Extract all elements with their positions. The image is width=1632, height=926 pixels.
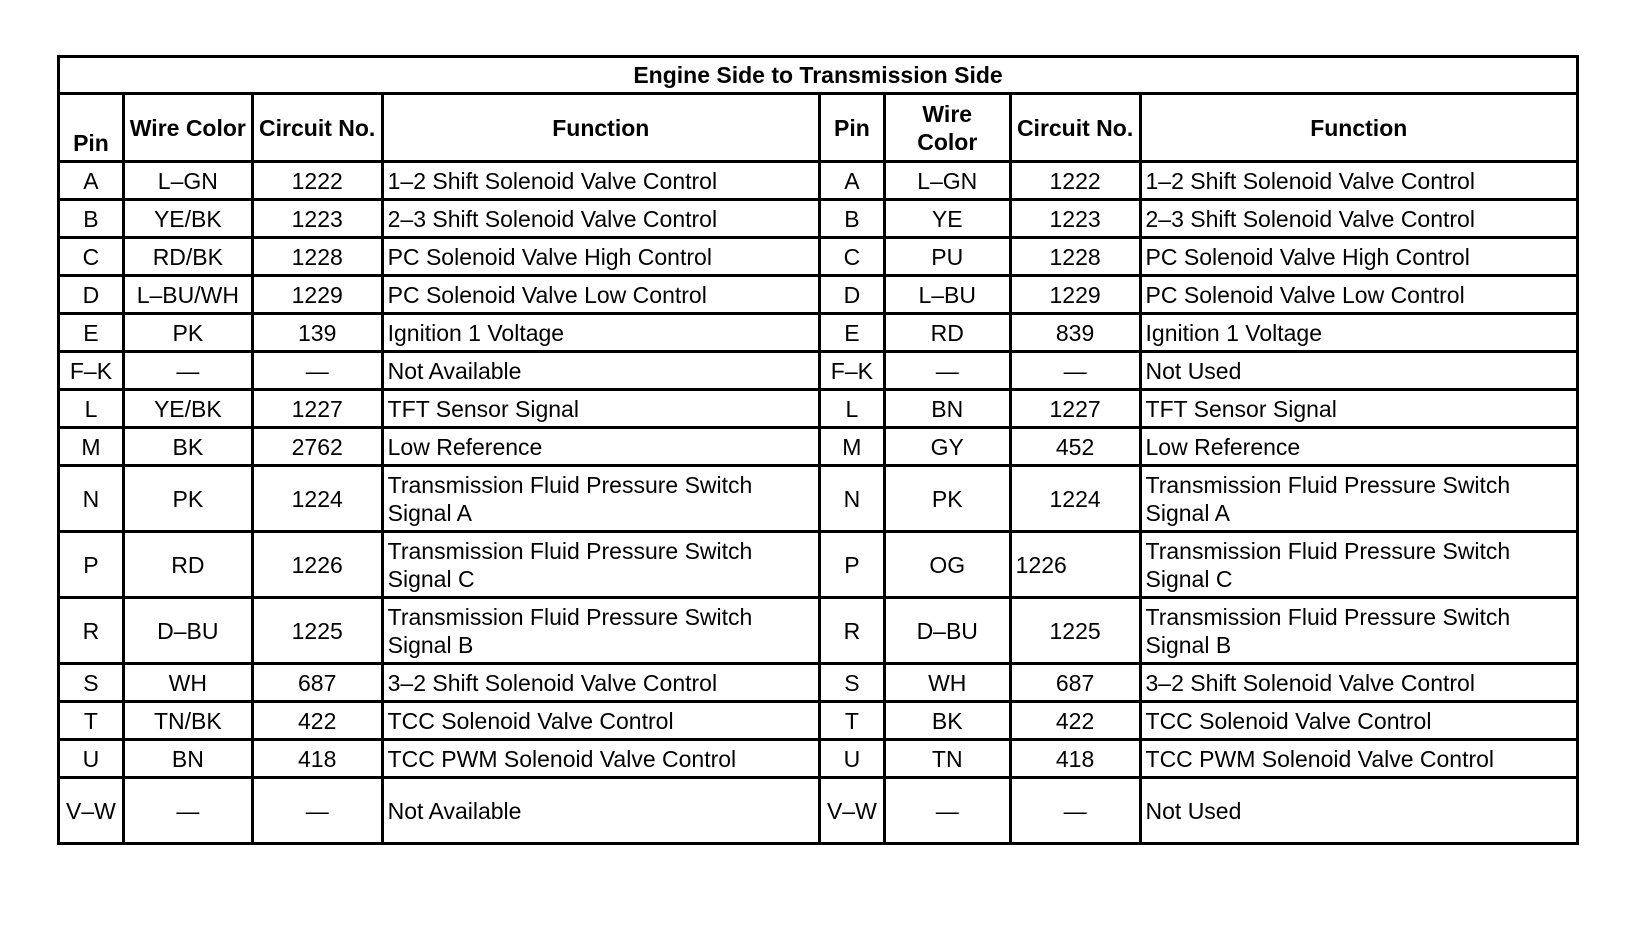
table-header-row	[59, 94, 1578, 162]
header-function-engine: Function	[382, 94, 819, 162]
header-function-transmission: Function	[1140, 94, 1577, 162]
function-engine: Ignition 1 Voltage	[382, 314, 819, 352]
header-wire-color-transmission: Wire Color	[884, 94, 1010, 162]
function-transmission: Ignition 1 Voltage	[1140, 314, 1577, 352]
table-row	[59, 162, 1578, 200]
function-transmission: 1–2 Shift Solenoid Valve Control	[1140, 162, 1577, 200]
table-row	[59, 598, 1578, 664]
wire-color-engine: PK	[123, 314, 252, 352]
circuit-no-engine: —	[252, 352, 382, 390]
function-transmission: 3–2 Shift Solenoid Valve Control	[1140, 664, 1577, 702]
wire-color-engine: —	[123, 352, 252, 390]
circuit-no-transmission: 1224	[1010, 466, 1140, 532]
pin-engine: L	[59, 390, 124, 428]
pin-engine: S	[59, 664, 124, 702]
circuit-no-transmission: 1227	[1010, 390, 1140, 428]
wire-color-engine: D–BU	[123, 598, 252, 664]
circuit-no-engine: 1228	[252, 238, 382, 276]
pin-engine: U	[59, 740, 124, 778]
pin-transmission: T	[819, 702, 884, 740]
circuit-no-engine: 1223	[252, 200, 382, 238]
connector-pinout-table	[57, 55, 1579, 845]
wire-color-transmission: GY	[884, 428, 1010, 466]
pin-engine: V–W	[59, 778, 124, 844]
circuit-no-transmission: 452	[1010, 428, 1140, 466]
header-circuit-no-transmission: Circuit No.	[1010, 94, 1140, 162]
function-transmission: Not Used	[1140, 778, 1577, 844]
wire-color-engine: RD/BK	[123, 238, 252, 276]
pin-transmission: P	[819, 532, 884, 598]
table-row	[59, 276, 1578, 314]
table-title: Engine Side to Transmission Side	[59, 57, 1578, 94]
table-row	[59, 778, 1578, 844]
circuit-no-engine: 139	[252, 314, 382, 352]
function-engine: Low Reference	[382, 428, 819, 466]
pin-engine: C	[59, 238, 124, 276]
function-engine: 3–2 Shift Solenoid Valve Control	[382, 664, 819, 702]
circuit-no-engine: 2762	[252, 428, 382, 466]
wire-color-transmission: WH	[884, 664, 1010, 702]
wire-color-transmission: BN	[884, 390, 1010, 428]
table-row	[59, 532, 1578, 598]
function-transmission: Not Used	[1140, 352, 1577, 390]
wire-color-transmission: D–BU	[884, 598, 1010, 664]
circuit-no-transmission: 1225	[1010, 598, 1140, 664]
header-pin-engine: Pin	[59, 94, 124, 162]
circuit-no-engine: —	[252, 778, 382, 844]
wire-color-transmission: L–BU	[884, 276, 1010, 314]
table-row	[59, 740, 1578, 778]
function-engine: TFT Sensor Signal	[382, 390, 819, 428]
circuit-no-engine: 418	[252, 740, 382, 778]
wire-color-transmission: —	[884, 778, 1010, 844]
circuit-no-transmission: 1222	[1010, 162, 1140, 200]
circuit-no-transmission: —	[1010, 778, 1140, 844]
function-engine: 2–3 Shift Solenoid Valve Control	[382, 200, 819, 238]
table-row	[59, 390, 1578, 428]
circuit-no-transmission: 1229	[1010, 276, 1140, 314]
header-circuit-no-engine: Circuit No.	[252, 94, 382, 162]
pin-transmission: B	[819, 200, 884, 238]
pin-transmission: S	[819, 664, 884, 702]
pin-transmission: F–K	[819, 352, 884, 390]
wire-color-engine: YE/BK	[123, 390, 252, 428]
wire-color-engine: WH	[123, 664, 252, 702]
circuit-no-engine: 1225	[252, 598, 382, 664]
table-row	[59, 314, 1578, 352]
table-row	[59, 702, 1578, 740]
circuit-no-transmission: 1223	[1010, 200, 1140, 238]
pin-engine: E	[59, 314, 124, 352]
pin-engine: B	[59, 200, 124, 238]
wire-color-engine: —	[123, 778, 252, 844]
table-row	[59, 200, 1578, 238]
function-transmission: TFT Sensor Signal	[1140, 390, 1577, 428]
circuit-no-transmission: 1228	[1010, 238, 1140, 276]
wire-color-engine: RD	[123, 532, 252, 598]
pin-engine: T	[59, 702, 124, 740]
circuit-no-transmission: 687	[1010, 664, 1140, 702]
pin-transmission: R	[819, 598, 884, 664]
function-transmission: Transmission Fluid Pressure Switch Signal A	[1140, 466, 1577, 532]
circuit-no-transmission: 418	[1010, 740, 1140, 778]
pin-transmission: N	[819, 466, 884, 532]
header-pin-transmission: Pin	[819, 94, 884, 162]
circuit-no-engine: 1227	[252, 390, 382, 428]
table-row	[59, 238, 1578, 276]
function-engine: TCC Solenoid Valve Control	[382, 702, 819, 740]
table-row	[59, 352, 1578, 390]
function-engine: Not Available	[382, 352, 819, 390]
function-transmission: Low Reference	[1140, 428, 1577, 466]
wire-color-engine: BN	[123, 740, 252, 778]
pin-transmission: D	[819, 276, 884, 314]
function-transmission: TCC PWM Solenoid Valve Control	[1140, 740, 1577, 778]
function-transmission: PC Solenoid Valve Low Control	[1140, 276, 1577, 314]
pin-engine: D	[59, 276, 124, 314]
wire-color-transmission: PK	[884, 466, 1010, 532]
wire-color-transmission: BK	[884, 702, 1010, 740]
wire-color-transmission: YE	[884, 200, 1010, 238]
pin-transmission: C	[819, 238, 884, 276]
table-row	[59, 664, 1578, 702]
function-engine: TCC PWM Solenoid Valve Control	[382, 740, 819, 778]
circuit-no-engine: 687	[252, 664, 382, 702]
pin-engine: F–K	[59, 352, 124, 390]
function-transmission: Transmission Fluid Pressure Switch Signal B	[1140, 598, 1577, 664]
circuit-no-transmission: 422	[1010, 702, 1140, 740]
pin-engine: N	[59, 466, 124, 532]
function-engine: Transmission Fluid Pressure Switch Signal C	[382, 532, 819, 598]
pin-transmission: E	[819, 314, 884, 352]
wire-color-transmission: TN	[884, 740, 1010, 778]
wire-color-transmission: L–GN	[884, 162, 1010, 200]
circuit-no-transmission: 839	[1010, 314, 1140, 352]
wire-color-transmission: RD	[884, 314, 1010, 352]
circuit-no-engine: 422	[252, 702, 382, 740]
circuit-no-transmission: —	[1010, 352, 1140, 390]
pin-transmission: L	[819, 390, 884, 428]
function-engine: 1–2 Shift Solenoid Valve Control	[382, 162, 819, 200]
circuit-no-engine: 1222	[252, 162, 382, 200]
circuit-no-transmission: 1226	[1010, 532, 1140, 598]
pin-transmission: A	[819, 162, 884, 200]
wire-color-engine: L–BU/WH	[123, 276, 252, 314]
circuit-no-engine: 1229	[252, 276, 382, 314]
wire-color-engine: PK	[123, 466, 252, 532]
pin-engine: R	[59, 598, 124, 664]
wire-color-transmission: PU	[884, 238, 1010, 276]
function-engine: Not Available	[382, 778, 819, 844]
function-transmission: TCC Solenoid Valve Control	[1140, 702, 1577, 740]
pin-transmission: U	[819, 740, 884, 778]
function-transmission: PC Solenoid Valve High Control	[1140, 238, 1577, 276]
wire-color-engine: L–GN	[123, 162, 252, 200]
function-engine: PC Solenoid Valve High Control	[382, 238, 819, 276]
wire-color-transmission: OG	[884, 532, 1010, 598]
wire-color-engine: YE/BK	[123, 200, 252, 238]
function-engine: Transmission Fluid Pressure Switch Signal B	[382, 598, 819, 664]
header-wire-color-engine: Wire Color	[123, 94, 252, 162]
pin-engine: P	[59, 532, 124, 598]
table-row	[59, 428, 1578, 466]
function-transmission: 2–3 Shift Solenoid Valve Control	[1140, 200, 1577, 238]
function-transmission: Transmission Fluid Pressure Switch Signal C	[1140, 532, 1577, 598]
pin-engine: A	[59, 162, 124, 200]
pin-engine: M	[59, 428, 124, 466]
pin-transmission: V–W	[819, 778, 884, 844]
pin-transmission: M	[819, 428, 884, 466]
circuit-no-engine: 1224	[252, 466, 382, 532]
function-engine: PC Solenoid Valve Low Control	[382, 276, 819, 314]
wire-color-transmission: —	[884, 352, 1010, 390]
table-title-row	[59, 57, 1578, 94]
circuit-no-engine: 1226	[252, 532, 382, 598]
table-row	[59, 466, 1578, 532]
function-engine: Transmission Fluid Pressure Switch Signal A	[382, 466, 819, 532]
wire-color-engine: BK	[123, 428, 252, 466]
wire-color-engine: TN/BK	[123, 702, 252, 740]
